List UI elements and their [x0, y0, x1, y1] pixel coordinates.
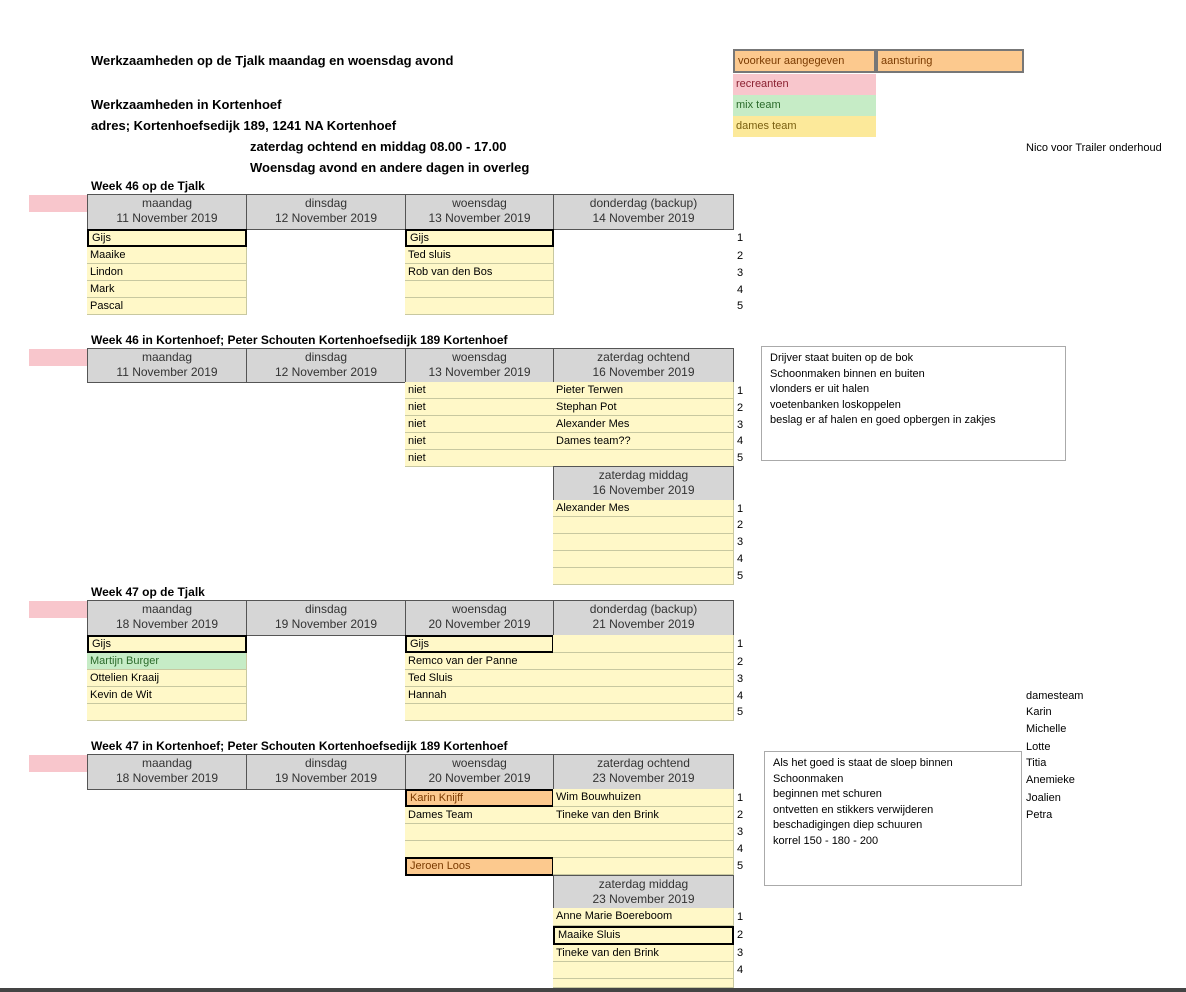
slot-number: 3 [736, 419, 744, 431]
day-date: 20 November 2019 [428, 617, 531, 631]
recreant-marker [29, 195, 87, 212]
volunteer-cell[interactable] [553, 824, 734, 841]
day-name: woensdag [452, 350, 507, 364]
day-date: 18 November 2019 [115, 617, 219, 631]
volunteer-cell[interactable]: niet [405, 382, 554, 399]
day-header[interactable] [405, 754, 554, 790]
day-header[interactable] [87, 348, 247, 383]
volunteer-cell[interactable] [405, 841, 554, 858]
recreant-marker [29, 601, 87, 618]
slot-number: 4 [736, 435, 744, 447]
slot-number: 2 [736, 809, 744, 821]
recreant-marker [29, 349, 87, 366]
volunteer-cell[interactable] [405, 704, 554, 721]
volunteer-cell[interactable]: Alexander Mes [553, 500, 734, 517]
volunteer-cell[interactable]: Tineke van den Brink [553, 945, 734, 962]
volunteer-cell[interactable] [553, 653, 734, 670]
volunteer-cell[interactable]: Wim Bouwhuizen [553, 789, 734, 807]
volunteer-cell[interactable] [553, 687, 734, 704]
day-date: 11 November 2019 [116, 365, 218, 379]
day-name: woensdag [452, 196, 507, 210]
volunteer-cell[interactable] [553, 517, 734, 534]
legend-mix-team[interactable]: mix team [733, 95, 876, 116]
volunteer-cell[interactable]: Pascal [87, 298, 247, 315]
slot-number: 4 [736, 690, 744, 702]
volunteer-cell[interactable] [553, 962, 734, 979]
saturday-hours: zaterdag ochtend en middag 08.00 - 17.00 [250, 139, 507, 154]
slot-number: 3 [736, 673, 744, 685]
day-date: 23 November 2019 [592, 892, 695, 906]
slot-number: 4 [736, 553, 744, 565]
volunteer-cell[interactable]: Maaike Sluis [553, 926, 734, 945]
slot-number: 1 [736, 385, 744, 397]
day-header[interactable] [553, 466, 734, 501]
volunteer-cell[interactable] [553, 704, 734, 721]
day-date: 12 November 2019 [274, 365, 378, 379]
volunteer-cell[interactable]: Gijs [405, 229, 554, 247]
slot-number: 1 [736, 232, 744, 244]
day-date: 19 November 2019 [274, 617, 378, 631]
volunteer-cell[interactable]: Ted sluis [405, 247, 554, 264]
damesteam-item: Titia [1026, 757, 1047, 769]
day-name: dinsdag [304, 350, 348, 364]
slot-number: 5 [736, 452, 744, 464]
day-date: 19 November 2019 [274, 771, 378, 785]
day-name: dinsdag [304, 196, 348, 210]
volunteer-cell[interactable] [553, 534, 734, 551]
sheet-title: Werkzaamheden op de Tjalk maandag en woensdag avond [91, 53, 454, 68]
note-line: vlonders er uit halen [770, 383, 870, 395]
volunteer-cell[interactable] [405, 298, 554, 315]
slot-number: 3 [736, 536, 744, 548]
slot-number: 3 [736, 947, 744, 959]
damesteam-item: Karin [1026, 706, 1052, 718]
day-name: maandag [141, 196, 193, 210]
damesteam-item: Lotte [1026, 741, 1051, 753]
volunteer-cell[interactable]: Mark [87, 281, 247, 298]
volunteer-cell[interactable] [553, 635, 734, 653]
note-line: ontvetten en stikkers verwijderen [773, 803, 934, 816]
volunteer-cell[interactable] [405, 824, 554, 841]
volunteer-cell[interactable]: niet [405, 399, 554, 416]
volunteer-cell[interactable]: Ted Sluis [405, 670, 554, 687]
volunteer-cell[interactable]: Anne Marie Boereboom [553, 908, 734, 926]
day-name: woensdag [452, 756, 507, 770]
address-line: adres; Kortenhoefsedijk 189, 1241 NA Kortenhoef [91, 118, 397, 133]
section-title: Week 46 in Kortenhoef; Peter Schouten Kortenhoefsedijk 189 Kortenhoef [91, 333, 508, 347]
day-date: 16 November 2019 [592, 365, 695, 379]
day-name: maandag [141, 602, 193, 616]
volunteer-cell[interactable]: Maaike [87, 247, 247, 264]
note-line: Als het goed is staat de sloep binnen [773, 757, 953, 769]
day-header[interactable] [246, 194, 406, 230]
volunteer-cell[interactable]: Lindon [87, 264, 247, 281]
volunteer-cell[interactable]: Remco van der Panne [405, 653, 554, 670]
day-date: 16 November 2019 [592, 483, 695, 497]
day-date: 20 November 2019 [428, 771, 531, 785]
day-header[interactable] [553, 348, 734, 383]
recreant-marker [29, 755, 87, 772]
volunteer-cell[interactable] [553, 841, 734, 858]
day-header[interactable] [246, 600, 406, 636]
volunteer-cell[interactable]: Jeroen Loos [405, 857, 554, 876]
section-title: Week 46 op de Tjalk [91, 179, 205, 193]
task-notes[interactable] [764, 751, 1022, 886]
day-name: dinsdag [304, 756, 348, 770]
slot-number: 2 [736, 519, 744, 531]
day-header[interactable] [405, 600, 554, 636]
day-header[interactable] [405, 348, 554, 383]
slot-number: 5 [736, 570, 744, 582]
volunteer-cell[interactable]: Gijs [405, 635, 554, 653]
day-header[interactable] [405, 194, 554, 230]
volunteer-cell[interactable] [553, 551, 734, 568]
day-name: maandag [141, 756, 193, 770]
volunteer-cell[interactable]: Gijs [87, 229, 247, 247]
volunteer-cell[interactable] [405, 281, 554, 298]
day-name: zaterdag middag [598, 877, 689, 891]
day-header[interactable] [87, 600, 247, 636]
volunteer-cell[interactable]: niet [405, 416, 554, 433]
slot-number: 2 [736, 656, 744, 668]
legend-voorkeur[interactable]: voorkeur aangegeven [733, 49, 876, 73]
slot-number: 4 [736, 284, 744, 296]
volunteer-cell[interactable]: Stephan Pot [553, 399, 734, 416]
damesteam-item: Anemieke [1026, 774, 1075, 786]
task-notes[interactable] [761, 346, 1066, 461]
day-header[interactable] [553, 754, 734, 790]
volunteer-cell[interactable]: Pieter Terwen [553, 382, 734, 399]
day-date: 13 November 2019 [428, 365, 531, 379]
horizontal-scrollbar[interactable] [0, 988, 1186, 992]
trailer-note: Nico voor Trailer onderhoud [1026, 142, 1162, 154]
day-date: 21 November 2019 [592, 617, 695, 631]
volunteer-cell[interactable]: Ottelien Kraaij [87, 670, 247, 687]
note-line: voetenbanken loskoppelen [770, 398, 901, 411]
slot-number: 4 [736, 964, 744, 976]
slot-number: 1 [736, 638, 744, 650]
location-title: Werkzaamheden in Kortenhoef [91, 97, 282, 112]
volunteer-cell[interactable]: Rob van den Bos [405, 264, 554, 281]
note-line: Schoonmaken [773, 772, 844, 785]
volunteer-cell[interactable]: Kevin de Wit [87, 687, 247, 704]
volunteer-cell[interactable] [553, 858, 734, 875]
volunteer-cell[interactable]: Dames team?? [553, 433, 734, 450]
day-name: donderdag (backup) [589, 602, 698, 616]
slot-number: 5 [736, 706, 744, 718]
note-line: beslag er af halen en goed opbergen in zakjes [770, 414, 996, 426]
legend-dames-team[interactable]: dames team [733, 116, 876, 137]
volunteer-cell[interactable]: Alexander Mes [553, 416, 734, 433]
day-name: zaterdag middag [598, 468, 689, 482]
volunteer-cell[interactable]: niet [405, 450, 554, 467]
slot-number: 5 [736, 300, 744, 312]
slot-number: 1 [736, 503, 744, 515]
volunteer-cell[interactable] [553, 670, 734, 687]
slot-number: 1 [736, 911, 744, 923]
volunteer-cell[interactable] [553, 450, 734, 467]
day-date: 11 November 2019 [116, 211, 218, 225]
day-name: zaterdag ochtend [597, 350, 690, 364]
section-title: Week 47 op de Tjalk [91, 585, 205, 599]
day-name: dinsdag [304, 602, 348, 616]
day-header[interactable] [553, 194, 734, 230]
slot-number: 4 [736, 843, 744, 855]
slot-number: 2 [736, 402, 744, 414]
damesteam-item: Joalien [1026, 792, 1061, 804]
note-line: Drijver staat buiten op de bok [770, 352, 914, 364]
note-line: Schoonmaken binnen en buiten [770, 367, 925, 380]
legend-recreanten[interactable]: recreanten [733, 74, 876, 95]
day-header[interactable] [553, 875, 734, 909]
day-date: 13 November 2019 [428, 211, 531, 225]
slot-number: 2 [736, 250, 744, 262]
note-line: korrel 150 - 180 - 200 [773, 834, 879, 847]
section-title: Week 47 in Kortenhoef; Peter Schouten Kortenhoefsedijk 189 Kortenhoef [91, 739, 508, 753]
volunteer-cell[interactable]: Tineke van den Brink [553, 807, 734, 824]
slot-number: 3 [736, 826, 744, 838]
volunteer-cell[interactable]: Martijn Burger [87, 653, 247, 670]
day-name: donderdag (backup) [589, 196, 698, 210]
slot-number: 5 [736, 860, 744, 872]
note-line: beginnen met schuren [773, 788, 882, 800]
slot-number: 3 [736, 267, 744, 279]
day-date: 18 November 2019 [115, 771, 219, 785]
wednesday-note: Woensdag avond en andere dagen in overleg [250, 160, 530, 175]
damesteam-item: Michelle [1026, 723, 1067, 735]
volunteer-cell[interactable] [87, 704, 247, 721]
volunteer-cell[interactable]: Gijs [87, 635, 247, 653]
day-name: maandag [141, 350, 193, 364]
day-date: 14 November 2019 [592, 211, 695, 225]
slot-number: 1 [736, 792, 744, 804]
volunteer-cell[interactable] [553, 979, 734, 988]
day-header[interactable] [87, 754, 247, 790]
legend-aansturing[interactable]: aansturing [876, 49, 1024, 73]
day-header[interactable] [553, 600, 734, 636]
day-name: woensdag [452, 602, 507, 616]
volunteer-cell[interactable]: niet [405, 433, 554, 450]
day-header[interactable] [246, 348, 406, 383]
day-date: 12 November 2019 [274, 211, 378, 225]
volunteer-cell[interactable]: Hannah [405, 687, 554, 704]
damesteam-item: damesteam [1026, 690, 1084, 702]
note-line: beschadigingen diep schuuren [773, 819, 923, 831]
day-date: 23 November 2019 [592, 771, 695, 785]
day-header[interactable] [87, 194, 247, 230]
volunteer-cell[interactable] [553, 568, 734, 585]
day-header[interactable] [246, 754, 406, 790]
volunteer-cell[interactable]: Dames Team [405, 807, 554, 824]
day-name: zaterdag ochtend [597, 756, 690, 770]
damesteam-item: Petra [1026, 809, 1053, 821]
slot-number: 2 [736, 929, 744, 941]
volunteer-cell[interactable]: Karin Knijff [405, 789, 554, 807]
